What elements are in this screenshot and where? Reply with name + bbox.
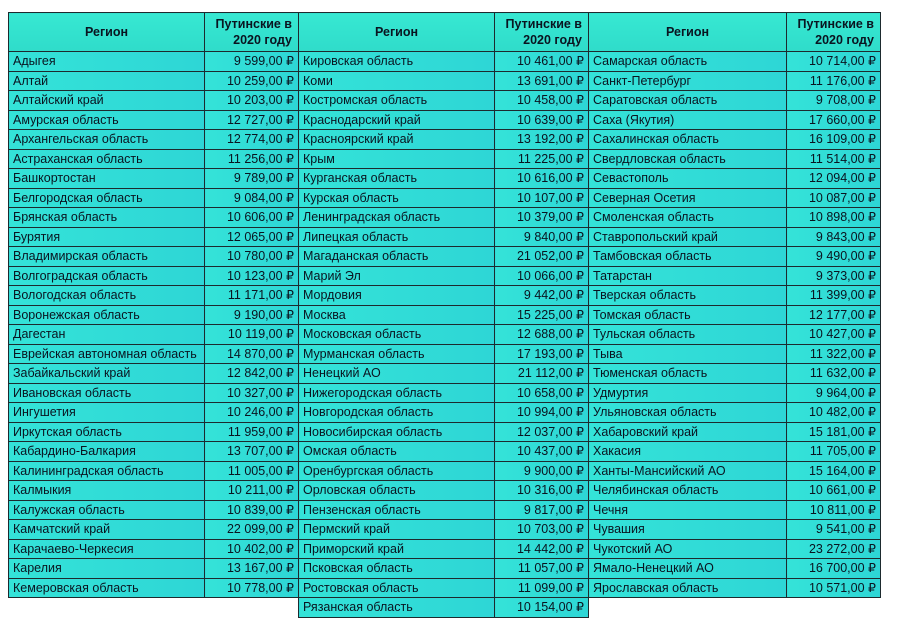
region-value: 9 442,00 ₽ [495, 286, 589, 306]
region-name: Чечня [589, 500, 787, 520]
region-value: 11 225,00 ₽ [495, 149, 589, 169]
region-value: 11 399,00 ₽ [787, 286, 881, 306]
table-row [9, 325, 299, 345]
region-name: Томская область [589, 305, 787, 325]
region-value: 10 482,00 ₽ [787, 403, 881, 423]
region-value: 13 691,00 ₽ [495, 71, 589, 91]
table-row [589, 403, 881, 423]
region-name: Рязанская область [299, 598, 495, 618]
table-row [9, 169, 299, 189]
region-name: Челябинская область [589, 481, 787, 501]
table-row [589, 208, 881, 228]
region-value: 10 658,00 ₽ [495, 383, 589, 403]
table-row [299, 149, 589, 169]
region-value: 10 780,00 ₽ [205, 247, 299, 267]
header-value [205, 13, 299, 52]
region-name: Адыгея [9, 52, 205, 72]
region-name: Краснодарский край [299, 110, 495, 130]
table-row [9, 344, 299, 364]
table-row [589, 305, 881, 325]
table-row [299, 403, 589, 423]
table-row [299, 52, 589, 72]
region-name: Алтай [9, 71, 205, 91]
region-name: Омская область [299, 442, 495, 462]
table-row [299, 461, 589, 481]
region-name: Ульяновская область [589, 403, 787, 423]
table-row [9, 227, 299, 247]
region-value: 11 005,00 ₽ [205, 461, 299, 481]
table-row [299, 344, 589, 364]
region-name: Москва [299, 305, 495, 325]
table-body [589, 52, 881, 598]
region-value: 21 112,00 ₽ [495, 364, 589, 384]
region-name: Владимирская область [9, 247, 205, 267]
header-value-line1: Путинские в [215, 17, 292, 31]
table-row [589, 110, 881, 130]
region-name: Севастополь [589, 169, 787, 189]
table-row [589, 559, 881, 579]
region-value: 10 714,00 ₽ [787, 52, 881, 72]
region-value: 14 870,00 ₽ [205, 344, 299, 364]
header-value [787, 13, 881, 52]
region-value: 12 688,00 ₽ [495, 325, 589, 345]
region-name: Воронежская область [9, 305, 205, 325]
region-name: Коми [299, 71, 495, 91]
region-value: 11 322,00 ₽ [787, 344, 881, 364]
region-value: 10 123,00 ₽ [205, 266, 299, 286]
region-name: Бурятия [9, 227, 205, 247]
table-row [589, 149, 881, 169]
table-row [299, 305, 589, 325]
table-row [9, 383, 299, 403]
region-value: 9 190,00 ₽ [205, 305, 299, 325]
header-value [495, 13, 589, 52]
region-value: 9 599,00 ₽ [205, 52, 299, 72]
region-name: Самарская область [589, 52, 787, 72]
region-name: Ивановская область [9, 383, 205, 403]
region-value: 9 964,00 ₽ [787, 383, 881, 403]
region-value: 12 842,00 ₽ [205, 364, 299, 384]
region-name: Кировская область [299, 52, 495, 72]
region-value: 9 541,00 ₽ [787, 520, 881, 540]
region-name: Тульская область [589, 325, 787, 345]
header-region: Регион [9, 13, 205, 52]
table-row [9, 305, 299, 325]
region-name: Нижегородская область [299, 383, 495, 403]
region-value: 9 817,00 ₽ [495, 500, 589, 520]
table-row [299, 520, 589, 540]
region-value: 9 084,00 ₽ [205, 188, 299, 208]
region-name: Алтайский край [9, 91, 205, 111]
table-row [299, 227, 589, 247]
region-name: Иркутская область [9, 422, 205, 442]
region-value: 17 660,00 ₽ [787, 110, 881, 130]
table-row [299, 110, 589, 130]
table-row [9, 520, 299, 540]
region-name: Ростовская область [299, 578, 495, 598]
table-body [9, 52, 299, 598]
region-value: 10 606,00 ₽ [205, 208, 299, 228]
table-row [299, 188, 589, 208]
table-row [299, 71, 589, 91]
region-value: 10 778,00 ₽ [205, 578, 299, 598]
region-name: Ингушетия [9, 403, 205, 423]
region-name: Вологодская область [9, 286, 205, 306]
region-name: Псковская область [299, 559, 495, 579]
region-value: 13 167,00 ₽ [205, 559, 299, 579]
region-value: 15 225,00 ₽ [495, 305, 589, 325]
region-value: 11 256,00 ₽ [205, 149, 299, 169]
region-name: Костромская область [299, 91, 495, 111]
table-row [299, 364, 589, 384]
table-row [9, 266, 299, 286]
table-row [299, 442, 589, 462]
region-value: 10 639,00 ₽ [495, 110, 589, 130]
region-value: 12 727,00 ₽ [205, 110, 299, 130]
region-value: 9 900,00 ₽ [495, 461, 589, 481]
region-value: 10 211,00 ₽ [205, 481, 299, 501]
region-name: Мурманская область [299, 344, 495, 364]
table-row [299, 539, 589, 559]
region-name: Удмуртия [589, 383, 787, 403]
table-row [9, 91, 299, 111]
table-row [9, 188, 299, 208]
table-row [589, 442, 881, 462]
region-name: Тюменская область [589, 364, 787, 384]
table-row [9, 500, 299, 520]
region-value: 12 094,00 ₽ [787, 169, 881, 189]
table-row [9, 130, 299, 150]
region-value: 9 490,00 ₽ [787, 247, 881, 267]
table-row [299, 286, 589, 306]
region-name: Дагестан [9, 325, 205, 345]
table-row [589, 247, 881, 267]
region-name: Еврейская автономная область [9, 344, 205, 364]
region-name: Татарстан [589, 266, 787, 286]
table-row [299, 559, 589, 579]
region-value: 10 661,00 ₽ [787, 481, 881, 501]
table-row [9, 539, 299, 559]
region-name: Ленинградская область [299, 208, 495, 228]
table-row [299, 325, 589, 345]
table-row [589, 461, 881, 481]
region-value: 11 632,00 ₽ [787, 364, 881, 384]
region-name: Кемеровская область [9, 578, 205, 598]
table-row [299, 422, 589, 442]
region-value: 10 994,00 ₽ [495, 403, 589, 423]
region-value: 10 437,00 ₽ [495, 442, 589, 462]
header-region: Регион [589, 13, 787, 52]
region-value: 21 052,00 ₽ [495, 247, 589, 267]
region-name: Московская область [299, 325, 495, 345]
region-value: 17 193,00 ₽ [495, 344, 589, 364]
table-row [589, 71, 881, 91]
region-value: 11 959,00 ₽ [205, 422, 299, 442]
region-table-2 [298, 12, 589, 618]
table-row [589, 422, 881, 442]
table-row [589, 481, 881, 501]
region-value: 16 109,00 ₽ [787, 130, 881, 150]
region-value: 9 708,00 ₽ [787, 91, 881, 111]
region-name: Крым [299, 149, 495, 169]
region-value: 10 427,00 ₽ [787, 325, 881, 345]
region-value: 12 037,00 ₽ [495, 422, 589, 442]
table-row [299, 500, 589, 520]
table-body [299, 52, 589, 618]
header-value-line2: 2020 году [815, 33, 874, 47]
table-row [589, 188, 881, 208]
region-name: Магаданская область [299, 247, 495, 267]
region-value: 23 272,00 ₽ [787, 539, 881, 559]
region-name: Смоленская область [589, 208, 787, 228]
region-name: Волгоградская область [9, 266, 205, 286]
region-value: 10 107,00 ₽ [495, 188, 589, 208]
region-value: 10 458,00 ₽ [495, 91, 589, 111]
region-name: Карачаево-Черкесия [9, 539, 205, 559]
region-name: Новгородская область [299, 403, 495, 423]
region-name: Орловская область [299, 481, 495, 501]
table-row [9, 481, 299, 501]
region-table-1 [8, 12, 299, 598]
region-value: 11 514,00 ₽ [787, 149, 881, 169]
region-value: 15 181,00 ₽ [787, 422, 881, 442]
region-name: Пензенская область [299, 500, 495, 520]
region-value: 10 066,00 ₽ [495, 266, 589, 286]
region-value: 10 402,00 ₽ [205, 539, 299, 559]
region-name: Ставропольский край [589, 227, 787, 247]
table-row [9, 461, 299, 481]
table-row [589, 344, 881, 364]
table-row [589, 286, 881, 306]
table-row [9, 52, 299, 72]
region-name: Чукотский АО [589, 539, 787, 559]
header-row [9, 13, 299, 52]
region-name: Белгородская область [9, 188, 205, 208]
table-row [299, 247, 589, 267]
table-row [299, 169, 589, 189]
table-row [589, 130, 881, 150]
region-name: Забайкальский край [9, 364, 205, 384]
region-value: 9 789,00 ₽ [205, 169, 299, 189]
region-value: 13 192,00 ₽ [495, 130, 589, 150]
region-value: 16 700,00 ₽ [787, 559, 881, 579]
table-row [9, 559, 299, 579]
region-name: Курская область [299, 188, 495, 208]
region-name: Курганская область [299, 169, 495, 189]
region-name: Липецкая область [299, 227, 495, 247]
region-value: 10 616,00 ₽ [495, 169, 589, 189]
region-value: 11 705,00 ₽ [787, 442, 881, 462]
header-region: Регион [299, 13, 495, 52]
table-row [299, 266, 589, 286]
region-name: Архангельская область [9, 130, 205, 150]
region-name: Калужская область [9, 500, 205, 520]
region-name: Свердловская область [589, 149, 787, 169]
region-value: 10 811,00 ₽ [787, 500, 881, 520]
region-value: 10 119,00 ₽ [205, 325, 299, 345]
header-value-line2: 2020 году [523, 33, 582, 47]
region-name: Оренбургская область [299, 461, 495, 481]
region-name: Тыва [589, 344, 787, 364]
region-name: Ямало-Ненецкий АО [589, 559, 787, 579]
table-row [589, 266, 881, 286]
table-row [589, 169, 881, 189]
table-row [589, 500, 881, 520]
table-row [589, 383, 881, 403]
table-row [299, 208, 589, 228]
header-value-line1: Путинские в [797, 17, 874, 31]
region-table-3 [588, 12, 881, 598]
region-value: 10 203,00 ₽ [205, 91, 299, 111]
region-name: Саха (Якутия) [589, 110, 787, 130]
region-name: Приморский край [299, 539, 495, 559]
region-name: Ханты-Мансийский АО [589, 461, 787, 481]
region-name: Тамбовская область [589, 247, 787, 267]
region-name: Санкт-Петербург [589, 71, 787, 91]
region-name: Карелия [9, 559, 205, 579]
header-row [589, 13, 881, 52]
table-row [299, 578, 589, 598]
region-value: 9 843,00 ₽ [787, 227, 881, 247]
table-row [9, 364, 299, 384]
region-name: Калининградская область [9, 461, 205, 481]
table-row [299, 383, 589, 403]
region-value: 15 164,00 ₽ [787, 461, 881, 481]
table-row [9, 286, 299, 306]
table-row [299, 481, 589, 501]
region-value: 11 099,00 ₽ [495, 578, 589, 598]
region-value: 10 316,00 ₽ [495, 481, 589, 501]
region-value: 10 327,00 ₽ [205, 383, 299, 403]
region-name: Кабардино-Балкария [9, 442, 205, 462]
region-name: Саратовская область [589, 91, 787, 111]
table-row [589, 364, 881, 384]
table-row [299, 130, 589, 150]
header-value-line1: Путинские в [505, 17, 582, 31]
region-name: Марий Эл [299, 266, 495, 286]
region-value: 12 774,00 ₽ [205, 130, 299, 150]
table-row [589, 539, 881, 559]
table-row [589, 91, 881, 111]
region-value: 10 154,00 ₽ [495, 598, 589, 618]
region-name: Хакасия [589, 442, 787, 462]
table-row [299, 598, 589, 618]
region-value: 11 171,00 ₽ [205, 286, 299, 306]
region-value: 10 898,00 ₽ [787, 208, 881, 228]
region-value: 22 099,00 ₽ [205, 520, 299, 540]
region-name: Ярославская область [589, 578, 787, 598]
region-name: Пермский край [299, 520, 495, 540]
region-name: Ненецкий АО [299, 364, 495, 384]
region-value: 10 087,00 ₽ [787, 188, 881, 208]
region-value: 11 057,00 ₽ [495, 559, 589, 579]
region-value: 13 707,00 ₽ [205, 442, 299, 462]
region-name: Тверская область [589, 286, 787, 306]
region-value: 11 176,00 ₽ [787, 71, 881, 91]
region-value: 12 065,00 ₽ [205, 227, 299, 247]
region-name: Сахалинская область [589, 130, 787, 150]
table-row [9, 247, 299, 267]
region-name: Новосибирская область [299, 422, 495, 442]
table-row [9, 442, 299, 462]
region-name: Чувашия [589, 520, 787, 540]
region-value: 10 246,00 ₽ [205, 403, 299, 423]
region-value: 10 379,00 ₽ [495, 208, 589, 228]
table-row [589, 227, 881, 247]
table-row [9, 208, 299, 228]
region-name: Амурская область [9, 110, 205, 130]
table-row [9, 110, 299, 130]
region-name: Брянская область [9, 208, 205, 228]
table-row [589, 52, 881, 72]
table-row [589, 325, 881, 345]
region-name: Камчатский край [9, 520, 205, 540]
region-value: 10 839,00 ₽ [205, 500, 299, 520]
table-row [9, 149, 299, 169]
region-value: 9 373,00 ₽ [787, 266, 881, 286]
region-value: 10 571,00 ₽ [787, 578, 881, 598]
region-name: Астраханская область [9, 149, 205, 169]
region-value: 10 703,00 ₽ [495, 520, 589, 540]
region-value: 10 461,00 ₽ [495, 52, 589, 72]
region-value: 10 259,00 ₽ [205, 71, 299, 91]
region-name: Красноярский край [299, 130, 495, 150]
region-name: Мордовия [299, 286, 495, 306]
region-name: Хабаровский край [589, 422, 787, 442]
header-value-line2: 2020 году [233, 33, 292, 47]
table-row [9, 71, 299, 91]
table-row [9, 403, 299, 423]
region-name: Калмыкия [9, 481, 205, 501]
table-row [299, 91, 589, 111]
header-row [299, 13, 589, 52]
table-row [589, 578, 881, 598]
table-row [9, 578, 299, 598]
region-value: 14 442,00 ₽ [495, 539, 589, 559]
region-value: 12 177,00 ₽ [787, 305, 881, 325]
region-name: Башкортостан [9, 169, 205, 189]
table-row [9, 422, 299, 442]
region-name: Северная Осетия [589, 188, 787, 208]
table-row [589, 520, 881, 540]
region-value: 9 840,00 ₽ [495, 227, 589, 247]
